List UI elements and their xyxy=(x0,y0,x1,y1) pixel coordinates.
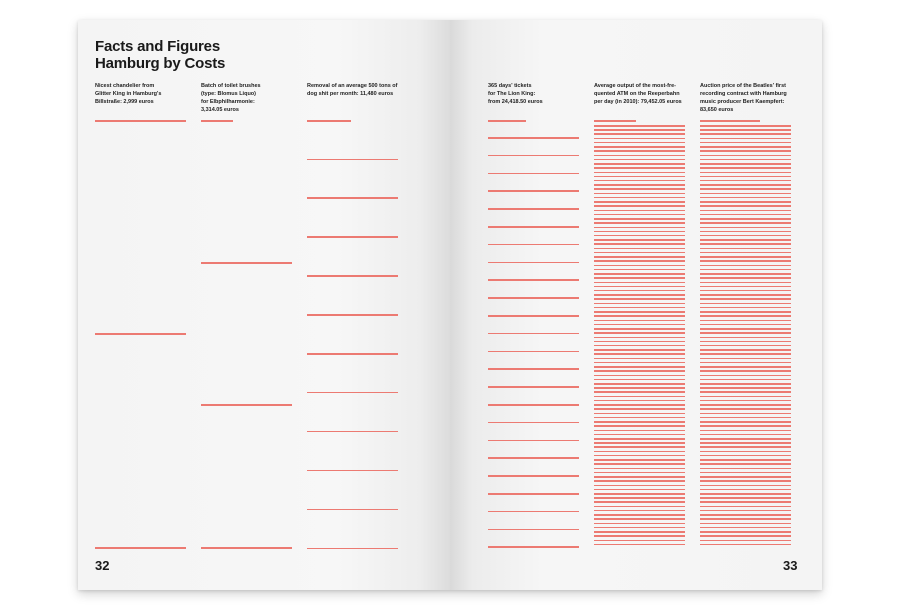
rule-line xyxy=(700,387,791,389)
rule-line xyxy=(307,314,398,316)
rule-line xyxy=(594,349,685,351)
rule-line xyxy=(594,535,685,537)
rule-line xyxy=(594,286,685,288)
rule-line xyxy=(700,290,791,292)
rule-line xyxy=(700,320,791,322)
rule-line xyxy=(700,311,791,313)
rule-line xyxy=(594,468,685,470)
rule-line xyxy=(700,455,791,457)
right-bar-chart xyxy=(450,20,822,590)
rule-line xyxy=(488,120,526,122)
rule-line xyxy=(700,184,791,186)
rule-line xyxy=(307,197,398,199)
rule-line xyxy=(700,273,791,275)
caption-line: 365 days' tickets xyxy=(488,83,532,89)
rule-line xyxy=(700,434,791,436)
rule-line xyxy=(594,476,685,478)
rule-line xyxy=(700,544,791,546)
rule-line xyxy=(594,273,685,275)
rule-line xyxy=(594,421,685,423)
rule-line xyxy=(594,463,685,465)
rule-line xyxy=(594,248,685,250)
title-line-1: Facts and Figures xyxy=(95,38,220,55)
rule-line xyxy=(700,463,791,465)
rule-line xyxy=(594,298,685,300)
rule-line xyxy=(700,277,791,279)
rule-line xyxy=(700,218,791,220)
rule-line xyxy=(488,351,579,353)
rule-line xyxy=(700,269,791,271)
rule-line xyxy=(700,358,791,360)
rule-line xyxy=(594,544,685,546)
rule-line xyxy=(594,358,685,360)
rule-line xyxy=(700,527,791,529)
rule-line xyxy=(594,489,685,491)
caption-line: from 24,418.50 euros xyxy=(488,99,543,105)
rule-line xyxy=(95,120,186,122)
rule-line xyxy=(700,332,791,334)
rule-line xyxy=(594,315,685,317)
rule-line xyxy=(594,294,685,296)
rule-line xyxy=(700,120,760,122)
rule-line xyxy=(700,345,791,347)
rule-line xyxy=(594,328,685,330)
rule-line xyxy=(594,252,685,254)
caption-line: Average output of the most-fre- xyxy=(594,83,676,89)
rule-line xyxy=(594,197,685,199)
rule-line xyxy=(594,341,685,343)
rule-line xyxy=(700,446,791,448)
caption-line: Glitter King in Hamburg's xyxy=(95,91,162,97)
rule-line xyxy=(700,468,791,470)
rule-line xyxy=(700,451,791,453)
rule-line xyxy=(594,396,685,398)
rule-line xyxy=(488,173,579,175)
rule-line xyxy=(488,262,579,264)
rule-line xyxy=(594,501,685,503)
rule-line xyxy=(594,159,685,161)
rule-line xyxy=(594,133,685,135)
rule-line xyxy=(594,531,685,533)
rule-line xyxy=(700,176,791,178)
rule-line xyxy=(488,315,579,317)
rule-line xyxy=(307,120,351,122)
rule-line xyxy=(700,413,791,415)
rule-line xyxy=(594,480,685,482)
rule-line xyxy=(594,320,685,322)
rule-line xyxy=(488,226,579,228)
rule-line xyxy=(594,413,685,415)
rule-line xyxy=(700,205,791,207)
rule-line xyxy=(594,184,685,186)
rule-line xyxy=(307,470,398,472)
rule-line xyxy=(307,236,398,238)
rule-line xyxy=(201,262,292,264)
rule-line xyxy=(594,142,685,144)
rule-line xyxy=(594,459,685,461)
rule-line xyxy=(700,506,791,508)
rule-line xyxy=(594,493,685,495)
rule-line xyxy=(488,297,579,299)
rule-line xyxy=(700,459,791,461)
rule-line xyxy=(488,422,579,424)
rule-line xyxy=(700,125,791,127)
rule-line xyxy=(700,425,791,427)
rule-line xyxy=(594,125,685,127)
rule-line xyxy=(594,227,685,229)
rule-line xyxy=(700,353,791,355)
rule-line xyxy=(594,311,685,313)
rule-line xyxy=(700,518,791,520)
rule-line xyxy=(594,146,685,148)
rule-line xyxy=(700,379,791,381)
rule-line xyxy=(488,493,579,495)
rule-line xyxy=(700,163,791,165)
rule-line xyxy=(307,275,398,277)
rule-line xyxy=(700,383,791,385)
rule-line xyxy=(700,210,791,212)
rule-line xyxy=(594,370,685,372)
rule-line xyxy=(594,277,685,279)
rule-line xyxy=(488,368,579,370)
caption-line: per day (in 2010): 79,452.05 euros xyxy=(594,99,682,105)
rule-line xyxy=(594,176,685,178)
rule-line xyxy=(594,540,685,542)
rule-line xyxy=(700,180,791,182)
rule-line xyxy=(594,337,685,339)
rule-line xyxy=(594,324,685,326)
rule-line xyxy=(700,421,791,423)
caption-line: recording contract with Hamburg xyxy=(700,91,787,97)
rule-line xyxy=(594,332,685,334)
rule-line xyxy=(700,265,791,267)
left-bar-chart xyxy=(78,20,450,590)
rule-line xyxy=(594,446,685,448)
rule-line xyxy=(594,256,685,258)
rule-line xyxy=(700,324,791,326)
rule-line xyxy=(594,172,685,174)
rule-line xyxy=(700,442,791,444)
magazine-spread xyxy=(78,20,822,590)
rule-line xyxy=(700,408,791,410)
caption-line: quented ATM on the Reeperbahn xyxy=(594,91,680,97)
rule-line xyxy=(700,129,791,131)
rule-line xyxy=(700,303,791,305)
rule-line xyxy=(488,155,579,157)
rule-line xyxy=(594,290,685,292)
caption-line: music producer Bert Kaempfert: xyxy=(700,99,785,105)
rule-line xyxy=(307,392,398,394)
rule-line xyxy=(594,307,685,309)
rule-line xyxy=(594,455,685,457)
rule-line xyxy=(700,328,791,330)
rule-line xyxy=(700,349,791,351)
rule-line xyxy=(594,485,685,487)
rule-line xyxy=(700,391,791,393)
rule-line xyxy=(488,440,579,442)
rule-line xyxy=(700,501,791,503)
rule-line xyxy=(700,535,791,537)
rule-line xyxy=(594,451,685,453)
rule-line xyxy=(307,431,398,433)
rule-line xyxy=(700,366,791,368)
rule-line xyxy=(700,341,791,343)
rule-line xyxy=(594,345,685,347)
rule-line xyxy=(488,137,579,139)
rule-line xyxy=(488,208,579,210)
rule-line xyxy=(700,497,791,499)
rule-line xyxy=(700,256,791,258)
rule-line xyxy=(594,201,685,203)
caption-line: (type: Blomus Liquo) xyxy=(201,91,256,97)
rule-line xyxy=(594,518,685,520)
rule-line xyxy=(700,172,791,174)
rule-line xyxy=(594,231,685,233)
rule-line xyxy=(594,303,685,305)
rule-line xyxy=(594,218,685,220)
rule-line xyxy=(700,252,791,254)
rule-line xyxy=(700,523,791,525)
rule-line xyxy=(594,260,685,262)
rule-line xyxy=(201,120,233,122)
rule-line xyxy=(594,222,685,224)
rule-line xyxy=(700,476,791,478)
caption-line: for Elbphilharmonie: xyxy=(201,99,255,105)
rule-line xyxy=(594,265,685,267)
rule-line xyxy=(700,404,791,406)
rule-line xyxy=(700,239,791,241)
rule-line xyxy=(488,475,579,477)
rule-line xyxy=(594,129,685,131)
rule-line xyxy=(700,197,791,199)
rule-line xyxy=(594,282,685,284)
rule-line xyxy=(700,193,791,195)
rule-line xyxy=(700,222,791,224)
rule-line xyxy=(594,205,685,207)
rule-line xyxy=(594,353,685,355)
rule-line xyxy=(700,159,791,161)
caption-line: Auction price of the Beatles' first xyxy=(700,83,786,89)
rule-line xyxy=(594,514,685,516)
caption-line: 83,650 euros xyxy=(700,107,734,113)
rule-line xyxy=(594,269,685,271)
rule-line xyxy=(700,214,791,216)
rule-line xyxy=(700,167,791,169)
rule-line xyxy=(700,438,791,440)
rule-line xyxy=(594,167,685,169)
page-number-left: 32 xyxy=(95,558,110,573)
rule-line xyxy=(594,400,685,402)
rule-line xyxy=(594,408,685,410)
rule-line xyxy=(594,430,685,432)
rule-line xyxy=(700,155,791,157)
rule-line xyxy=(700,231,791,233)
rule-line xyxy=(700,201,791,203)
rule-line xyxy=(488,244,579,246)
rule-line xyxy=(488,457,579,459)
rule-line xyxy=(700,315,791,317)
rule-line xyxy=(488,511,579,513)
rule-line xyxy=(594,155,685,157)
rule-line xyxy=(201,547,292,549)
rule-line xyxy=(594,366,685,368)
rule-line xyxy=(700,307,791,309)
rule-line xyxy=(594,387,685,389)
rule-line xyxy=(307,548,398,550)
rule-line xyxy=(307,353,398,355)
rule-line xyxy=(594,383,685,385)
rule-line xyxy=(700,142,791,144)
rule-line xyxy=(594,527,685,529)
rule-line xyxy=(594,362,685,364)
rule-line xyxy=(700,138,791,140)
rule-line xyxy=(594,193,685,195)
left-page xyxy=(78,20,450,590)
rule-line xyxy=(700,243,791,245)
rule-line xyxy=(700,485,791,487)
rule-line xyxy=(700,188,791,190)
title-line-2: Hamburg by Costs xyxy=(95,55,226,72)
rule-line xyxy=(700,282,791,284)
rule-line xyxy=(594,163,685,165)
rule-line xyxy=(594,404,685,406)
rule-line xyxy=(700,298,791,300)
rule-line xyxy=(700,493,791,495)
rule-line xyxy=(700,472,791,474)
rule-line xyxy=(594,523,685,525)
rule-line xyxy=(594,442,685,444)
rule-line xyxy=(594,188,685,190)
caption-line: 3,314.05 euros xyxy=(201,107,239,113)
rule-line xyxy=(700,514,791,516)
rule-line xyxy=(488,333,579,335)
rule-line xyxy=(594,180,685,182)
caption-line: for The Lion King: xyxy=(488,91,536,97)
caption-line: Removal of an average 500 tons of xyxy=(307,83,398,89)
rule-line xyxy=(488,404,579,406)
rule-line xyxy=(594,375,685,377)
rule-line xyxy=(594,243,685,245)
rule-line xyxy=(594,214,685,216)
rule-line xyxy=(700,133,791,135)
rule-line xyxy=(700,540,791,542)
caption-line: Billstraße: 2,999 euros xyxy=(95,99,154,105)
rule-line xyxy=(594,150,685,152)
rule-line xyxy=(700,260,791,262)
rule-line xyxy=(700,400,791,402)
rule-line xyxy=(594,138,685,140)
rule-line xyxy=(488,529,579,531)
rule-line xyxy=(700,370,791,372)
rule-line xyxy=(700,248,791,250)
rule-line xyxy=(700,531,791,533)
rule-line xyxy=(594,239,685,241)
right-page xyxy=(450,20,822,590)
rule-line xyxy=(594,438,685,440)
rule-line xyxy=(594,510,685,512)
rule-line xyxy=(700,489,791,491)
caption-line: Batch of toilet brushes xyxy=(201,83,261,89)
rule-line xyxy=(488,386,579,388)
rule-line xyxy=(594,235,685,237)
page-number-right: 33 xyxy=(783,558,798,573)
rule-line xyxy=(700,510,791,512)
rule-line xyxy=(700,150,791,152)
rule-line xyxy=(700,235,791,237)
rule-line xyxy=(700,396,791,398)
rule-line xyxy=(488,190,579,192)
rule-line xyxy=(594,120,636,122)
rule-line xyxy=(594,506,685,508)
rule-line xyxy=(700,362,791,364)
rule-line xyxy=(594,425,685,427)
rule-line xyxy=(700,294,791,296)
rule-line xyxy=(700,417,791,419)
rule-line xyxy=(307,159,398,161)
rule-line xyxy=(95,547,186,549)
rule-line xyxy=(700,480,791,482)
rule-line xyxy=(700,286,791,288)
rule-line xyxy=(594,472,685,474)
rule-line xyxy=(488,279,579,281)
rule-line xyxy=(307,509,398,511)
rule-line xyxy=(594,379,685,381)
caption-line: dog shit per month: 11,480 euros xyxy=(307,91,394,97)
rule-line xyxy=(95,333,186,335)
rule-line xyxy=(700,227,791,229)
rule-line xyxy=(594,417,685,419)
rule-line xyxy=(700,337,791,339)
rule-line xyxy=(594,391,685,393)
caption-line: Nicest chandelier from xyxy=(95,83,155,89)
rule-line xyxy=(488,546,579,548)
rule-line xyxy=(201,404,292,406)
rule-line xyxy=(594,210,685,212)
rule-line xyxy=(700,375,791,377)
rule-line xyxy=(700,430,791,432)
rule-line xyxy=(594,434,685,436)
rule-line xyxy=(700,146,791,148)
rule-line xyxy=(594,497,685,499)
